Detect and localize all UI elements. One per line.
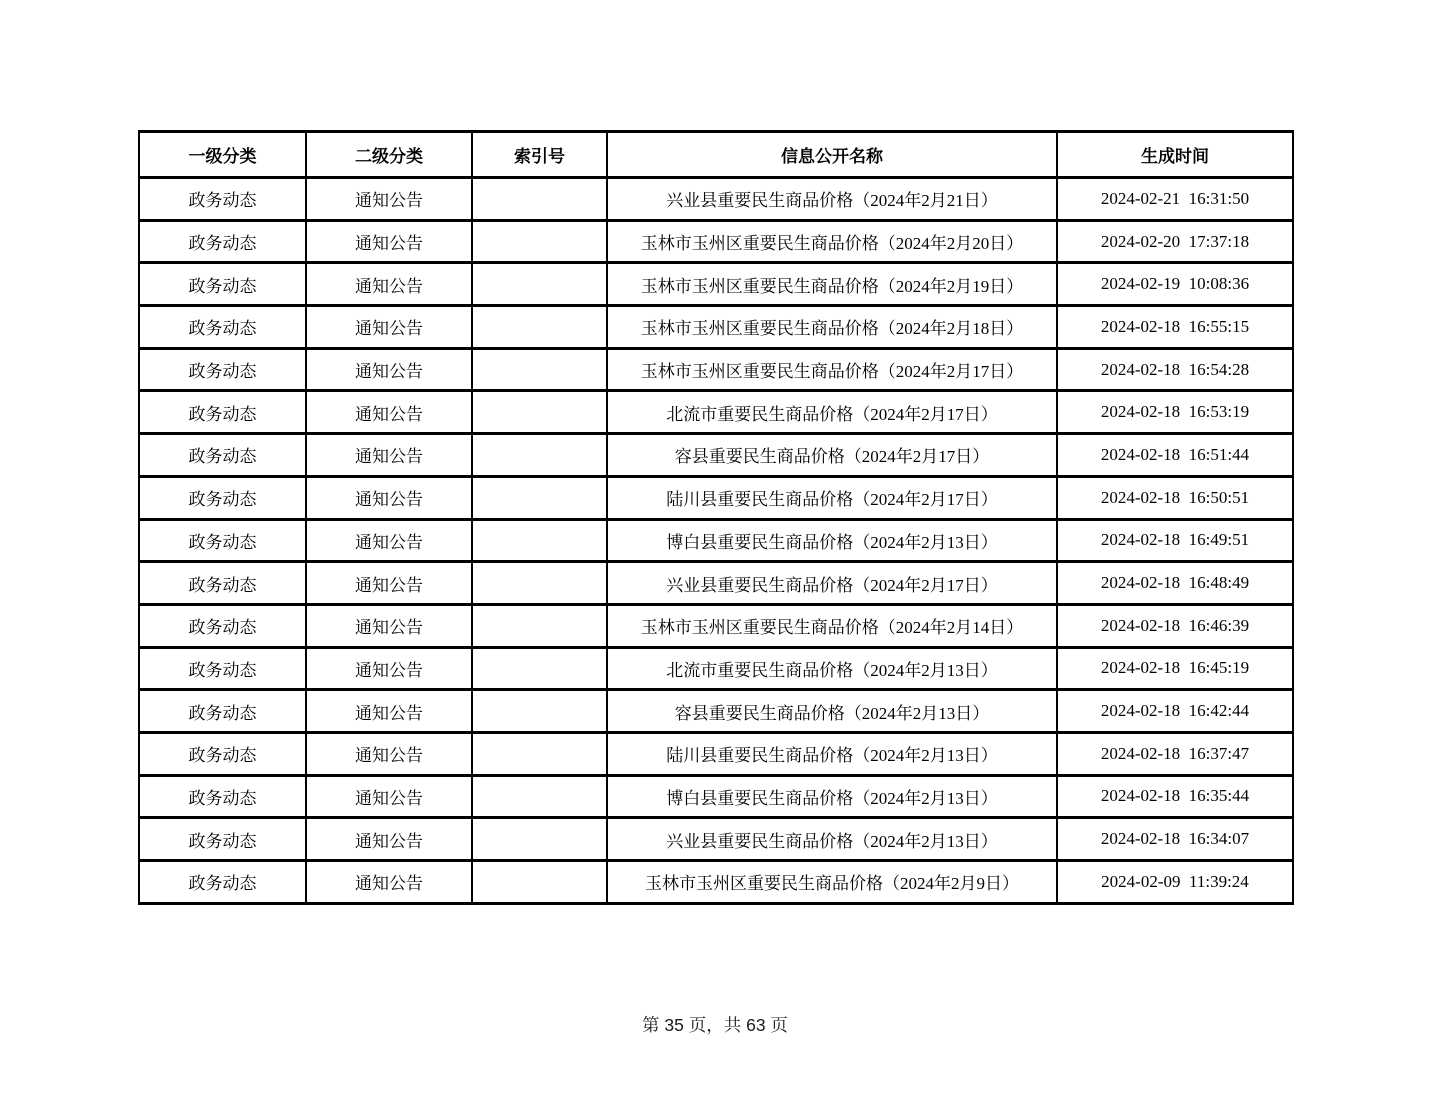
table-header-row	[139, 132, 1293, 178]
cell-level1-category: 政务动态	[139, 775, 306, 818]
cell-index-number	[472, 434, 607, 477]
cell-generated-time: 2024-02-18 16:51:44	[1057, 434, 1293, 477]
table-row	[139, 647, 1293, 690]
cell-generated-time: 2024-02-09 11:39:24	[1057, 861, 1293, 904]
table-row	[139, 476, 1293, 519]
cell-level2-category: 通知公告	[306, 732, 472, 775]
cell-level2-category: 通知公告	[306, 519, 472, 562]
cell-level2-category: 通知公告	[306, 604, 472, 647]
cell-generated-time: 2024-02-18 16:35:44	[1057, 775, 1293, 818]
header-level2-category: 二级分类	[306, 132, 472, 178]
info-disclosure-table	[138, 130, 1294, 905]
cell-index-number	[472, 775, 607, 818]
cell-generated-time: 2024-02-21 16:31:50	[1057, 178, 1293, 221]
table-row	[139, 690, 1293, 733]
cell-info-title: 兴业县重要民生商品价格（2024年2月13日）	[607, 818, 1057, 861]
cell-index-number	[472, 178, 607, 221]
cell-index-number	[472, 818, 607, 861]
table-row	[139, 178, 1293, 221]
header-level1-category: 一级分类	[139, 132, 306, 178]
cell-info-title: 北流市重要民生商品价格（2024年2月17日）	[607, 391, 1057, 434]
cell-level2-category: 通知公告	[306, 775, 472, 818]
table-row	[139, 220, 1293, 263]
cell-info-title: 玉林市玉州区重要民生商品价格（2024年2月17日）	[607, 348, 1057, 391]
cell-generated-time: 2024-02-18 16:34:07	[1057, 818, 1293, 861]
cell-generated-time: 2024-02-18 16:54:28	[1057, 348, 1293, 391]
cell-info-title: 博白县重要民生商品价格（2024年2月13日）	[607, 775, 1057, 818]
cell-level1-category: 政务动态	[139, 519, 306, 562]
cell-level1-category: 政务动态	[139, 306, 306, 349]
cell-info-title: 博白县重要民生商品价格（2024年2月13日）	[607, 519, 1057, 562]
cell-level2-category: 通知公告	[306, 476, 472, 519]
table-row	[139, 519, 1293, 562]
cell-generated-time: 2024-02-19 10:08:36	[1057, 263, 1293, 306]
cell-generated-time: 2024-02-18 16:55:15	[1057, 306, 1293, 349]
cell-level2-category: 通知公告	[306, 690, 472, 733]
cell-level1-category: 政务动态	[139, 348, 306, 391]
cell-level1-category: 政务动态	[139, 263, 306, 306]
header-info-title: 信息公开名称	[607, 132, 1057, 178]
cell-info-title: 陆川县重要民生商品价格（2024年2月17日）	[607, 476, 1057, 519]
cell-level1-category: 政务动态	[139, 220, 306, 263]
cell-level2-category: 通知公告	[306, 434, 472, 477]
cell-level1-category: 政务动态	[139, 647, 306, 690]
cell-level2-category: 通知公告	[306, 220, 472, 263]
cell-info-title: 兴业县重要民生商品价格（2024年2月17日）	[607, 562, 1057, 605]
table-row	[139, 348, 1293, 391]
cell-level2-category: 通知公告	[306, 178, 472, 221]
cell-generated-time: 2024-02-18 16:42:44	[1057, 690, 1293, 733]
cell-index-number	[472, 348, 607, 391]
header-generated-time: 生成时间	[1057, 132, 1293, 178]
cell-index-number	[472, 861, 607, 904]
cell-info-title: 陆川县重要民生商品价格（2024年2月13日）	[607, 732, 1057, 775]
table-row	[139, 818, 1293, 861]
table-row	[139, 732, 1293, 775]
cell-level2-category: 通知公告	[306, 818, 472, 861]
cell-level1-category: 政务动态	[139, 732, 306, 775]
cell-level1-category: 政务动态	[139, 178, 306, 221]
cell-index-number	[472, 690, 607, 733]
table-row	[139, 306, 1293, 349]
cell-generated-time: 2024-02-18 16:46:39	[1057, 604, 1293, 647]
cell-level1-category: 政务动态	[139, 434, 306, 477]
table-row	[139, 391, 1293, 434]
cell-info-title: 玉林市玉州区重要民生商品价格（2024年2月19日）	[607, 263, 1057, 306]
page-number-footer: 第 35 页，共 63 页	[642, 1015, 788, 1035]
cell-level2-category: 通知公告	[306, 348, 472, 391]
table-row	[139, 861, 1293, 904]
cell-info-title: 容县重要民生商品价格（2024年2月13日）	[607, 690, 1057, 733]
cell-info-title: 兴业县重要民生商品价格（2024年2月21日）	[607, 178, 1057, 221]
cell-info-title: 北流市重要民生商品价格（2024年2月13日）	[607, 647, 1057, 690]
cell-level1-category: 政务动态	[139, 476, 306, 519]
cell-level1-category: 政务动态	[139, 391, 306, 434]
cell-level2-category: 通知公告	[306, 647, 472, 690]
cell-index-number	[472, 220, 607, 263]
cell-level1-category: 政务动态	[139, 604, 306, 647]
cell-level1-category: 政务动态	[139, 818, 306, 861]
table-row	[139, 434, 1293, 477]
header-index-number: 索引号	[472, 132, 607, 178]
cell-level1-category: 政务动态	[139, 861, 306, 904]
cell-level1-category: 政务动态	[139, 690, 306, 733]
cell-index-number	[472, 519, 607, 562]
cell-generated-time: 2024-02-18 16:53:19	[1057, 391, 1293, 434]
cell-generated-time: 2024-02-18 16:50:51	[1057, 476, 1293, 519]
cell-level2-category: 通知公告	[306, 562, 472, 605]
cell-generated-time: 2024-02-18 16:37:47	[1057, 732, 1293, 775]
cell-level2-category: 通知公告	[306, 861, 472, 904]
cell-index-number	[472, 263, 607, 306]
cell-level2-category: 通知公告	[306, 391, 472, 434]
cell-generated-time: 2024-02-20 17:37:18	[1057, 220, 1293, 263]
cell-index-number	[472, 476, 607, 519]
cell-generated-time: 2024-02-18 16:48:49	[1057, 562, 1293, 605]
cell-level2-category: 通知公告	[306, 306, 472, 349]
table-row	[139, 604, 1293, 647]
cell-level2-category: 通知公告	[306, 263, 472, 306]
cell-info-title: 玉林市玉州区重要民生商品价格（2024年2月20日）	[607, 220, 1057, 263]
cell-info-title: 玉林市玉州区重要民生商品价格（2024年2月9日）	[607, 861, 1057, 904]
cell-index-number	[472, 562, 607, 605]
cell-info-title: 玉林市玉州区重要民生商品价格（2024年2月14日）	[607, 604, 1057, 647]
table-row	[139, 775, 1293, 818]
table-row	[139, 562, 1293, 605]
cell-index-number	[472, 732, 607, 775]
cell-index-number	[472, 391, 607, 434]
cell-index-number	[472, 647, 607, 690]
table-row	[139, 263, 1293, 306]
cell-level1-category: 政务动态	[139, 562, 306, 605]
cell-generated-time: 2024-02-18 16:49:51	[1057, 519, 1293, 562]
cell-info-title: 容县重要民生商品价格（2024年2月17日）	[607, 434, 1057, 477]
cell-index-number	[472, 306, 607, 349]
cell-index-number	[472, 604, 607, 647]
cell-info-title: 玉林市玉州区重要民生商品价格（2024年2月18日）	[607, 306, 1057, 349]
cell-generated-time: 2024-02-18 16:45:19	[1057, 647, 1293, 690]
